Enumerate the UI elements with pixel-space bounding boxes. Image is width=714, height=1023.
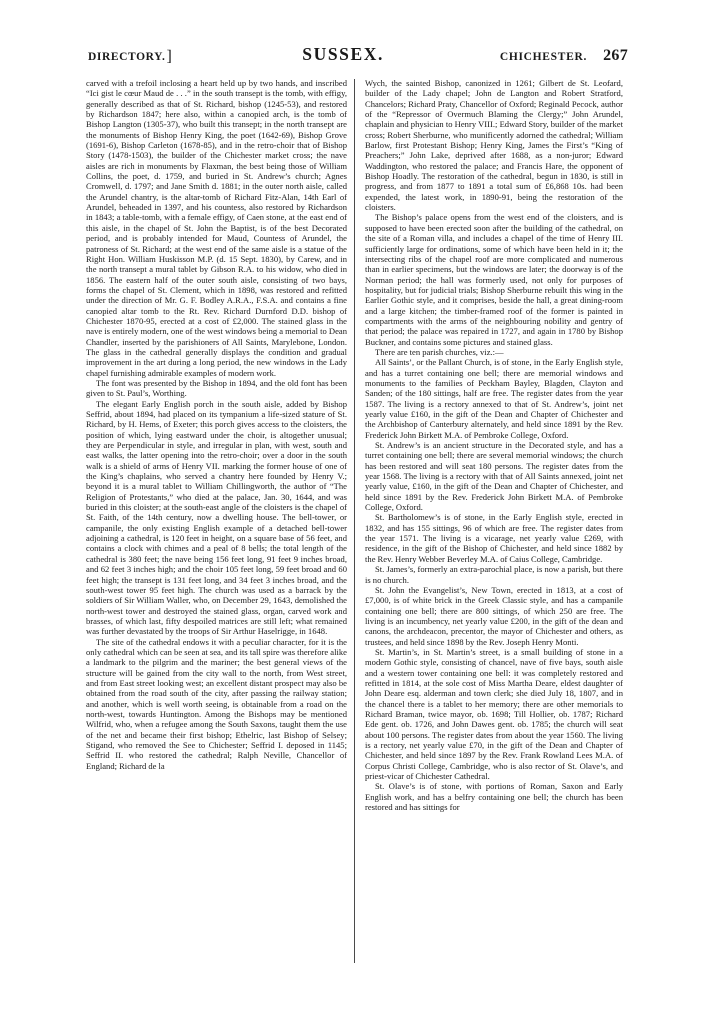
paragraph: The elegant Early English porch in the south aisle, added by Bishop Seffrid, about 1894, had placed on its tympanium a life-sized stature of St. Richard, by H. Hems, of Exeter; this porch gives access to the cloisters, the position of which, lying eastward under the choir, is altogether unusual; they are Perpendicular in style, and irregular in plan, with west, south and east walks, the latter opening into the retro-choir; over a door in the south walk is a shield of arms of Henry VII. marking the former house of one of the King’s chaplains, who served a chantry here founded by Henry V.; beyond it is a mural tablet to William Chillingworth, the author of “The Religion of Protestants,” who died at the palace, Jan. 30, 1644, and was buried in this cloister; at the south-east angle of the cloisters is the chapel of St. Faith, of the 14th century, now a dwelling house. The bell-tower, or campanile, the only existing English example of a detached bell-tower adjoining a cathedral, is 120 feet in height, on a square base of 56 feet, and contains a clock with chimes and a peal of 8 bells; the total length of the cathedral is 380 feet; the nave being 156 feet long, 91 feet 9 inches broad, and 62 feet 3 inches high; and the choir 105 feet long, 59 feet broad and 60 feet high; the transept is 131 feet long, and 34 feet 3 inches broad, and the south-west tower 95 feet high. The church was used as a barrack by the soldiers of Sir William Waller, who, on December 29, 1643, demolished the north-west tower and destroyed the stained glass, organ, carved work and brasses, of which last, fifty despoiled matrices are still left; what remained was further devastated by the troops of Sir Arthur Haselrigge, in 1648. [86, 398, 347, 637]
running-head-left [88, 48, 174, 65]
paragraph: There are ten parish churches, viz.:— [375, 346, 504, 357]
paragraph: St. Andrew’s is an ancient structure in the Decorated style, and has a turret containing one bell; there are several memorial windows; the church has been restored and will seat 180 persons. The register dates from the year 1568. The living is a rectory with that of All Saints annexed, joint net yearly value, £160, in the gift of the Dean and Chapter of Chichester, and held since 1891 by the Rev. Frederick John Birkett M.A. of Pembroke College, Oxford. [365, 440, 623, 513]
county-title: SUSSEX. [302, 44, 384, 64]
paragraph: All Saints’, or the Pallant Church, is of stone, in the Early English style, and has a turret containing one bell; there are memorial windows and monuments to the families of Peckham Bayley, Blagden, Clayton and Sanden; of the 180 sittings, half are free. The register dates from the year 1587. The living is a rectory annexed to that of St. Andrew’s, joint net yearly value £160, in the gift of the Dean and Chapter of Chichester and the Archbishop of Canterbury alternately, and held since 1891 by the Rev. Frederick John Birkett M.A. of Pembroke College, Oxford. [365, 357, 623, 440]
paragraph: The font was presented by the Bishop in 1894, and the old font has been given to St. Paul’s, Worthing. [86, 377, 347, 399]
running-head [88, 44, 628, 70]
paragraph: St. Olave’s is of stone, with portions of Roman, Saxon and Early English work, and has a belfry containing one bell; the church has been restored and has sittings for [365, 781, 623, 813]
paragraph: St. Bartholomew’s is of stone, in the Early English style, erected in 1832, and has 155 sittings, 96 of which are free. The register dates from the year 1571. The living is a vicarage, net yearly value £269, with residence, in the gift of the Bishop of Chichester, and held since 1882 by the Rev. Henry Webber Beverley M.A. of Caius College, Cambridge. [365, 512, 623, 564]
paragraph: The Bishop’s palace opens from the west end of the cloisters, and is supposed to have been erected soon after the building of the cathedral, on the site of a Roman villa, and includes a chapel of the time of Henry III. sufficiently large for ordinations, some of which have been held in it; the intersecting ribs of the chapel roof are more complicated and numerous than in earlier specimens, but the windows are later; the doorway is of the Norman period; the hall was formerly used, not only for purposes of hospitality, but for judicial trials; Bishop Sherburne rebuilt this wing in the Earlier Gothic style, and it comprises, beside the hall, a great dining-room and a large kitchen; the timber-framed roof of the former is painted in compartments with the arms of the neighbouring nobility and gentry of that period; the palace was repaired in 1727, and again in 1780 by Bishop Buckner, and contains some pictures and stained glass. [365, 212, 623, 347]
paragraph: Wych, the sainted Bishop, canonized in 1261; Gilbert de St. Leofard, builder of the Lady chapel; John de Langton and Robert Stratford, Chancelors; Richard Praty, Chancellor of Oxford; Reginald Pecock, author of the “Repressor of Overmuch Blaming the Clergy;” John Arundel, chaplain and physician to Henry VIII.; Edward Story, builder of the market cross; Robert Sherburne, who munificently adorned the cathedral; William Barlow, first Protestant Bishop; Henry King, James the First’s “King of Preachers;” John Lake, deprived after 1688, as a non-juror; Edward Waddington, who restored the palace; and Francis Hare, the opponent of Bishop Hoadly. The restoration of the cathedral, begun in 1830, is still in progress, and from 1877 to 1891 a total sum of £6,868 10s. had been expended, the latest work, in 1890-91, being the restoration of the cloisters. [365, 78, 623, 213]
column-divider-rule [354, 79, 355, 963]
paragraph: St. Martin’s, in St. Martin’s street, is a small building of stone in a modern Gothic style, consisting of chancel, nave of five bays, south aisle and a western tower containing one bell: it was completely restored and refitted in 1814, at the sole cost of Miss Martha Deare, eldest daughter of John Deare esq. alderman and town clerk; she died July 18, 1807, and in the chancel there is a tablet to her memory; there are other memorials to Richard Braman, twice mayor, ob. 1698; Till Hollier, ob. 1787; Richard Ede gent. ob. 1726, and John Dawes gent. ob. 1785; the church will seat about 100 persons. The register dates from about the year 1560. The living is a rectory, net yearly value £70, in the gift of the Dean and Chapter of Chichester, and held since 1897 by the Rev. Frank Rowland Lees M.A. of Corpus Christi College, Cambridge, who is also rector of St. Olave’s, and priest-vicar of Chichester Cathedral. [365, 646, 623, 782]
paragraph: St. James’s, formerly an extra-parochial place, is now a parish, but there is no church. [365, 564, 623, 585]
page-number: 267 [603, 47, 628, 64]
bracket-glyph: ] [166, 48, 173, 65]
column-right [355, 78, 623, 978]
paragraph: The site of the cathedral endows it with a peculiar character, for it is the only cathedral which can be seen at sea, and its tall spire was therefore alike a landmark to the pilgrim and the mariner; the best general views of the structure will be gained from the city wall to the north, from West street, and from East street looking west; an excellent distant prospect may also be obtained from the road south of the city, after passing the railway station; and another, which is well worth seeing, is obtainable from a road on the north-west, towards Huntington. Among the Bishops may be mentioned Wilfrid, who, when a refugee among the South Saxons, taught them the use of the net and became their first bishop; Ethelric, last Bishop of Selsey; Stigand, who removed the See to Chichester; Seffrid I. deposed in 1145; Seffrid II. who restored the cathedral; Ralph Neville, Chancellor of England; Richard de la [86, 636, 347, 771]
paragraph: carved with a trefoil inclosing a heart held up by two hands, and inscribed “Ici gist le cœur Maud de . . .” in the south transept is the tomb, with effigy, generally described as that of St. Richard, bishop (1245-53), and restored by Richardson 1847; here also, within a canopied arch, is the tomb of Bishop Langton (1305-37), who built this transept; in the north transept are the monuments of Bishop Henry King, the poet (1642-69), Bishop Grove (1691-6), Bishop Carleton (1678-85), and in the retro-choir that of Bishop Story (1478-1503), the builder of the Chichester market cross; the nave aisles are rich in monuments by Flaxman, the best being those of William Collins, the poet, d. 1759, and buried in St. Andrew’s church; Agnes Cromwell, d. 1797; and Jane Smith d. 1881; in the outer north aisle, called the Arundel chantry, is the altar-tomb of Richard Fitz-Alan, 14th Earl of Arundel, beheaded in 1397, and his countess, also restored by Richardson in 1843; a table-tomb, with a female effigy, of Caen stone, at the east end of this aisle, in the chapel of St. John the Baptist, is of the best Decorated period, and is probably intended for Maud, Countess of Arundel, the patroness of St. Richard; at the west end of the same aisle is a statue of the Right Hon. William Huskisson M.P. (d. 15 Sept. 1830), by Carew, and in the north transept a mural tablet by Gibson R.A. to his widow, who died in 1856. The eastern half of the outer south aisle, consisting of two bays, forms the chapel of St. Clement, which in 1898, was restored and refitted under the direction of Mr. G. F. Bodley A.R.A., F.S.A. and contains a fine canopied altar tomb to the Rt. Rev. Richard Durnford D.D. bishop of Chichester 1870-95, erected at a cost of £2,000. The stained glass in the nave is entirely modern, one of the west windows being a memorial to Dean Chandler, inserted by the parishioners of All Saints, Marylebone, London. The glass in the cathedral generally displays the condition and gradual improvement in the art during a long period, the new windows in the Lady chapel furnishing admirable examples of modern work. [86, 78, 347, 378]
column-left [86, 78, 354, 978]
paragraph: St. John the Evangelist’s, New Town, erected in 1813, at a cost of £7,000, is of white brick in the Greek Classic style, and has a campanile containing one bell; there are 800 sittings, of which 250 are free. The living is an incumbency, net yearly value £200, in the gift of the dean and canons, the archdeacon, precentor, the mayor of Chichester and others, as trustees, and held since 1898 by the Rev. Joseph Henry Monti. [365, 584, 623, 647]
body-columns [86, 78, 631, 978]
place-label: CHICHESTER. [499, 51, 588, 63]
running-head-right [500, 47, 628, 65]
directory-label: DIRECTORY. [88, 51, 166, 63]
